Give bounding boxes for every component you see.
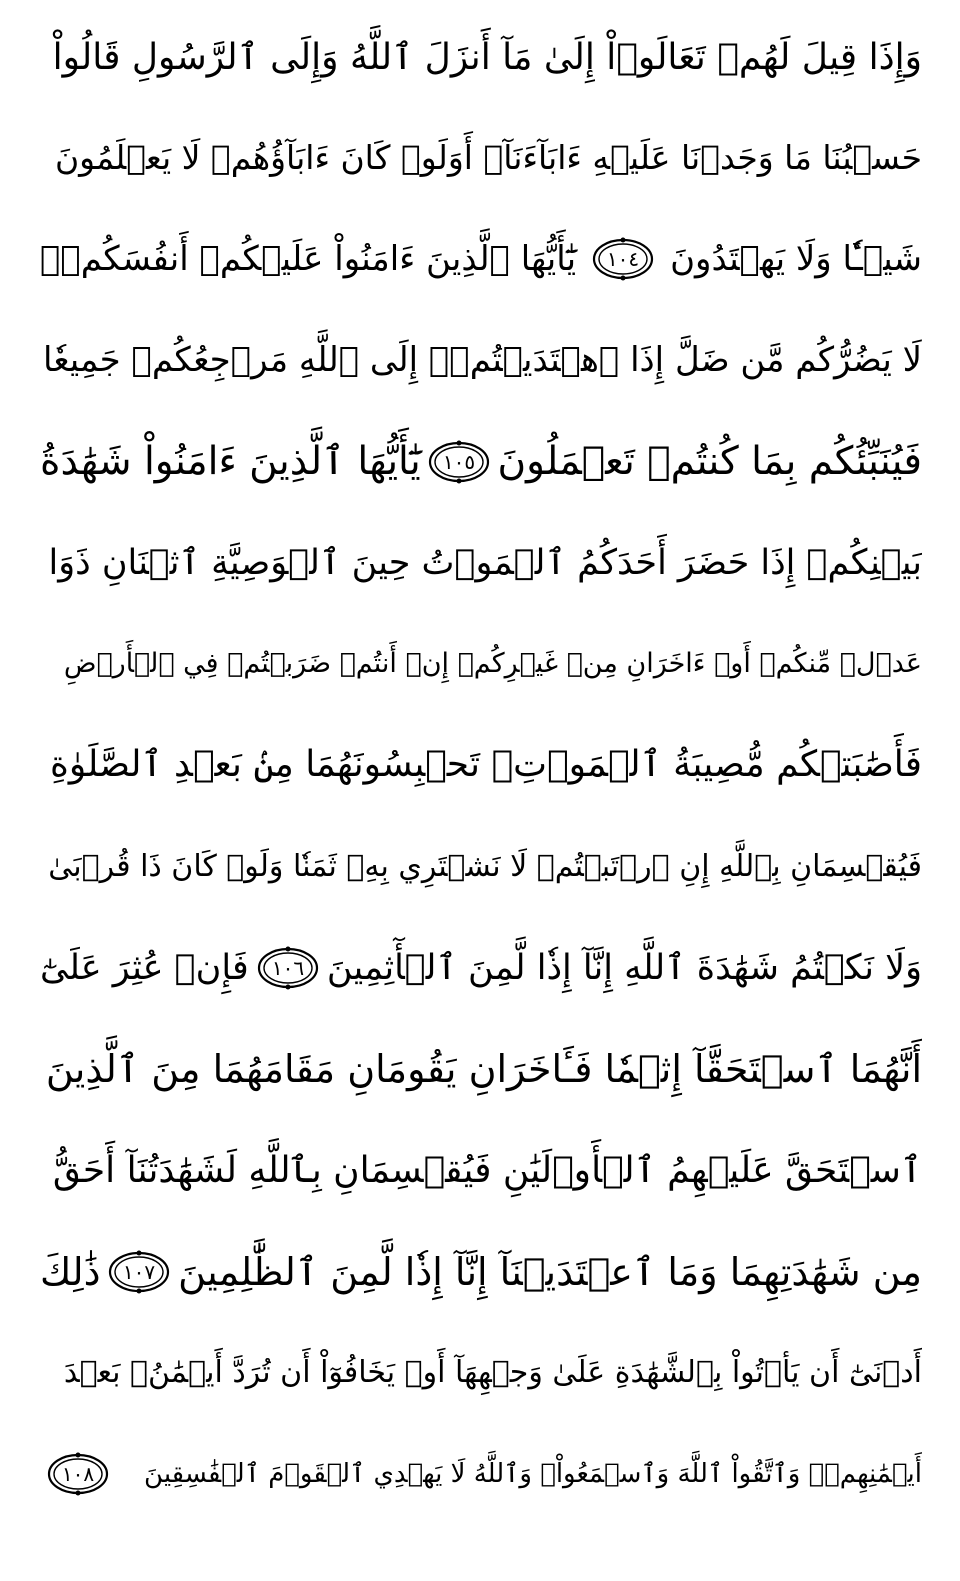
verse-text: فَأَصَٰبَتۡكُم مُّصِيبَةُ ٱلۡمَوۡتِۚ تَحۡبِسُونَهُمَا مِنۢ بَعۡدِ ٱلصَّلَوٰةِ bbox=[49, 744, 922, 785]
verse-text: مِن شَهَٰدَتِهِمَا وَمَا ٱعۡتَدَيۡنَآ إِنَّآ إِذٗا لَّمِنَ ٱلظَّٰلِمِينَ bbox=[178, 1250, 922, 1294]
ayah-end-marker-icon bbox=[46, 1452, 110, 1496]
verse-line-6 bbox=[40, 521, 922, 605]
ayah-number: ١٠٨ bbox=[61, 1462, 95, 1486]
verse-text: فَيُنَبِّئُكُم بِمَا كُنتُمۡ تَعۡمَلُونَ bbox=[497, 439, 922, 484]
verse-text: حَسۡبُنَا مَا وَجَدۡنَا عَلَيۡهِ ءَابَآءَنَآۚ أَوَلَوۡ كَانَ ءَابَآؤُهُمۡ لَا يَعۡلَمُونَ bbox=[54, 138, 922, 177]
verse-line-13 bbox=[40, 1230, 922, 1314]
ayah-end-marker-icon bbox=[107, 1250, 171, 1294]
verse-text: يَٰٓأَيُّهَا ٱلَّذِينَ ءَامَنُواْ شَهَٰدَةُ bbox=[40, 439, 421, 484]
verse-line-12 bbox=[40, 1129, 922, 1213]
ayah-end-marker-icon bbox=[427, 440, 491, 484]
ayah-number: ١٠٧ bbox=[123, 1260, 156, 1284]
verse-text: وَلَا نَكۡتُمُ شَهَٰدَةَ ٱللَّهِ إِنَّآ إِذٗا لَّمِنَ ٱلۡأٓثِمِينَ bbox=[326, 948, 922, 988]
verse-text: ٱسۡتَحَقَّ عَلَيۡهِمُ ٱلۡأَوۡلَيَٰنِ فَيُقۡسِمَانِ بِٱللَّهِ لَشَهَٰدَتُنَآ أَحَقُّ bbox=[52, 1150, 922, 1191]
verse-text: ذَٰلِكَ bbox=[40, 1250, 101, 1294]
verse-line-3 bbox=[40, 217, 922, 301]
ayah-number: ١٠٤ bbox=[606, 247, 640, 271]
verse-line-15 bbox=[40, 1432, 922, 1516]
verse-text: شَيۡـٔٗا وَلَا يَهۡتَدُونَ bbox=[670, 239, 922, 279]
verse-line-2 bbox=[40, 116, 922, 200]
verse-line-14 bbox=[40, 1331, 922, 1415]
verse-text: وَإِذَا قِيلَ لَهُمۡ تَعَالَوۡاْ إِلَىٰ مَآ أَنزَلَ ٱللَّهُ وَإِلَى ٱلرَّسُولِ قَالُواْ bbox=[52, 37, 922, 78]
verse-text: بَيۡنِكُمۡ إِذَا حَضَرَ أَحَدَكُمُ ٱلۡمَوۡتُ حِينَ ٱلۡوَصِيَّةِ ٱثۡنَانِ ذَوَا bbox=[48, 543, 922, 583]
verse-line-9 bbox=[40, 825, 922, 909]
verse-text: فَيُقۡسِمَانِ بِٱللَّهِ إِنِ ٱرۡتَبۡتُمۡ لَا نَشۡتَرِي بِهِۦ ثَمَنٗا وَلَوۡ كَانَ ذَا قُرۡبَىٰ bbox=[48, 849, 922, 884]
verse-text: يَٰٓأَيُّهَا ٱلَّذِينَ ءَامَنُواْ عَلَيۡكُمۡ أَنفُسَكُمۡۖ bbox=[40, 239, 577, 279]
verse-line-10 bbox=[40, 926, 922, 1010]
verse-text: لَا يَضُرُّكُم مَّن ضَلَّ إِذَا ٱهۡتَدَيۡتُمۡۚ إِلَى ٱللَّهِ مَرۡجِعُكُمۡ جَمِيعٗا bbox=[42, 340, 922, 380]
verse-text: فَإِنۡ عُثِرَ عَلَىٰٓ bbox=[40, 948, 249, 988]
ayah-number: ١٠٥ bbox=[443, 450, 476, 474]
verse-line-5 bbox=[40, 420, 922, 504]
verse-text: عَدۡلٖ مِّنكُمۡ أَوۡ ءَاخَرَانِ مِنۡ غَيۡرِكُمۡ إِنۡ أَنتُمۡ ضَرَبۡتُمۡ فِي ٱلۡأَرۡضِ bbox=[63, 648, 922, 679]
ayah-end-marker-icon bbox=[591, 237, 655, 281]
verse-text: أَنَّهُمَا ٱسۡتَحَقَّآ إِثۡمٗا فَـَٔاخَرَانِ يَقُومَانِ مَقَامَهُمَا مِنَ ٱلَّذِينَ bbox=[45, 1047, 922, 1091]
verse-line-8 bbox=[40, 723, 922, 807]
verse-line-7 bbox=[40, 622, 922, 706]
verse-line-1 bbox=[40, 16, 922, 100]
verse-line-11 bbox=[40, 1027, 922, 1111]
ayah-number: ١٠٦ bbox=[271, 956, 304, 980]
verse-text: أَدۡنَىٰٓ أَن يَأۡتُواْ بِٱلشَّهَٰدَةِ عَلَىٰ وَجۡهِهَآ أَوۡ يَخَافُوٓاْ أَن تُرَدَّ أَيۡمَٰنُۢ بَعۡدَ bbox=[63, 1355, 922, 1390]
verse-text: أَيۡمَٰنِهِمۡۗ وَٱتَّقُواْ ٱللَّهَ وَٱسۡمَعُواْۗ وَٱللَّهُ لَا يَهۡدِي ٱلۡقَوۡمَ ٱلۡفَٰسِقِينَ bbox=[144, 1459, 922, 1489]
ayah-end-marker-icon bbox=[256, 946, 320, 990]
verse-line-4 bbox=[40, 318, 922, 402]
